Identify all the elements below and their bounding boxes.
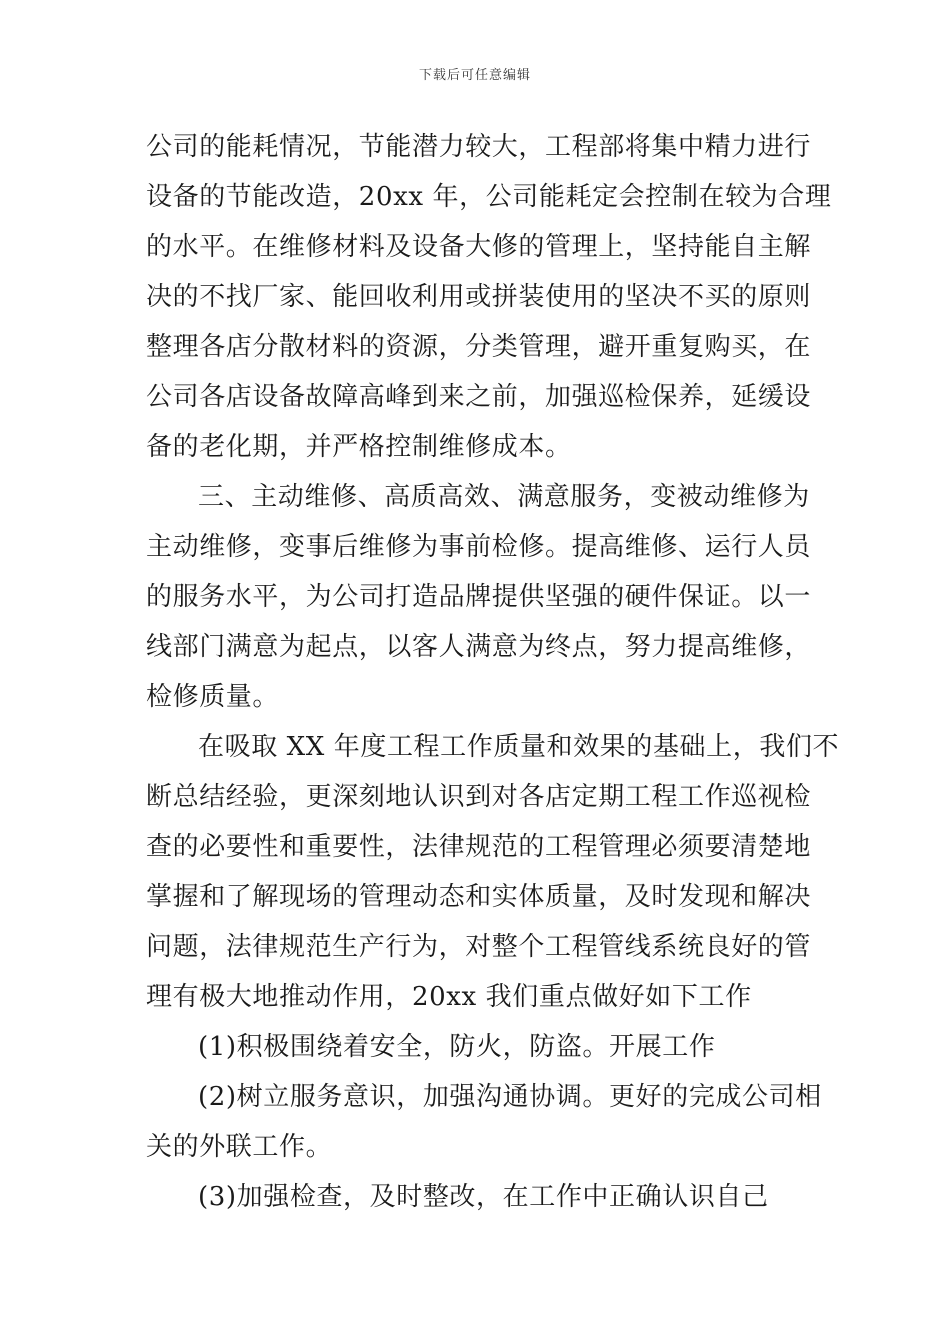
text-line: 公司的能耗情况，节能潜力较大，工程部将集中精力进行 [146, 132, 812, 162]
paragraph-active-maintenance [146, 472, 816, 722]
text-line: 在吸取 XX 年度工程工作质量和效果的基础上，我们不 [198, 732, 840, 762]
text-line: (2)树立服务意识，加强沟通协调。更好的完成公司相 [198, 1082, 822, 1112]
text-line: 理有极大地推动作用，20xx 我们重点做好如下工作 [146, 982, 752, 1012]
text-line: 设备的节能改造，20xx 年，公司能耗定会控制在较为合理 [146, 182, 832, 212]
text-line: 公司各店设备故障高峰到来之前，加强巡检保养，延缓设 [146, 382, 812, 412]
text-line: (1)积极围绕着安全，防火，防盗。开展工作 [198, 1032, 716, 1062]
list-item-1 [146, 1022, 816, 1072]
paragraph-energy-saving [146, 122, 832, 472]
text-line: 整理各店分散材料的资源，分类管理，避开重复购买，在 [146, 332, 812, 362]
paragraph-annual-summary [146, 722, 840, 1022]
text-line: 三、主动维修、高质高效、满意服务，变被动维修为 [198, 482, 810, 512]
text-line: 的服务水平，为公司打造品牌提供坚强的硬件保证。以一 [146, 582, 812, 612]
text-line: 问题，法律规范生产行为，对整个工程管线系统良好的管 [146, 932, 812, 962]
text-line: 查的必要性和重要性，法律规范的工程管理必须要清楚地 [146, 832, 812, 862]
text-line: 备的老化期，并严格控制维修成本。 [146, 432, 572, 462]
text-line: 主动维修，变事后维修为事前检修。提高维修、运行人员 [146, 532, 812, 562]
document-body [146, 122, 840, 1222]
text-line: 线部门满意为起点，以客人满意为终点，努力提高维修， [146, 632, 812, 662]
text-line: (3)加强检查，及时整改，在工作中正确认识自己 [198, 1182, 769, 1212]
text-line: 的水平。在维修材料及设备大修的管理上，坚持能自主解 [146, 232, 812, 262]
page-header: 下载后可任意编辑 [418, 68, 531, 83]
list-item-2 [146, 1072, 822, 1172]
text-line: 断总结经验，更深刻地认识到对各店定期工程工作巡视检 [146, 782, 812, 812]
text-line: 决的不找厂家、能回收利用或拼装使用的坚决不买的原则 [146, 282, 812, 312]
text-line: 掌握和了解现场的管理动态和实体质量，及时发现和解决 [146, 882, 812, 912]
text-line: 关的外联工作。 [146, 1132, 333, 1162]
text-line: 检修质量。 [146, 682, 280, 712]
list-item-3 [146, 1172, 816, 1222]
